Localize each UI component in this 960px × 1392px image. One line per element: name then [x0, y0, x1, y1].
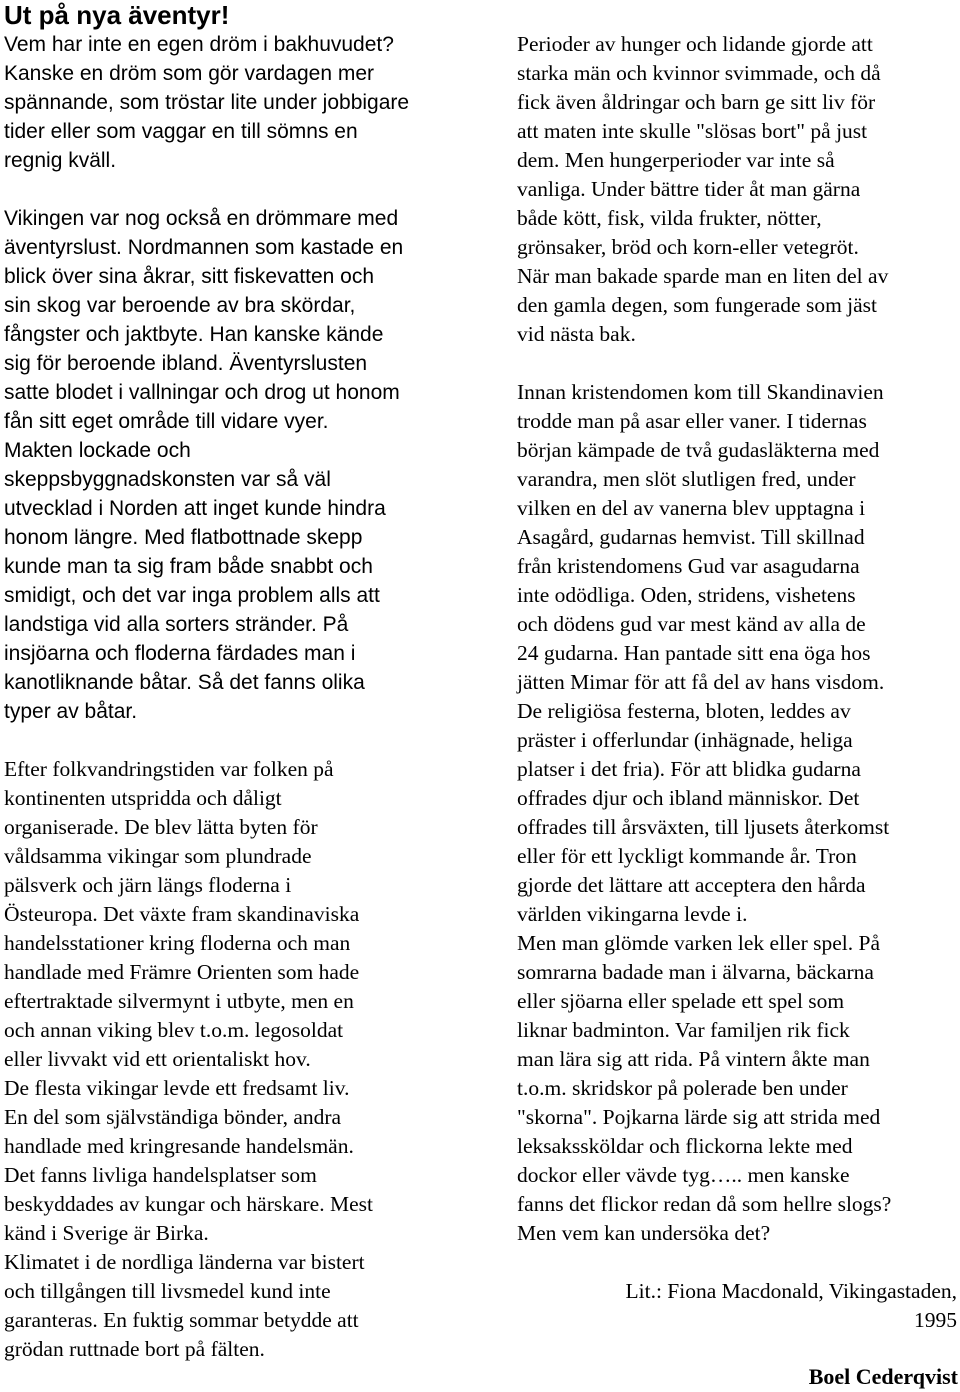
text-line: Det fanns livliga handelsplatser som [4, 1163, 317, 1187]
text-line: skeppsbyggnadskonsten var så väl [4, 468, 331, 491]
author-signature: Boel Cederqvist [808, 1364, 958, 1389]
text-line: satte blodet i vallningar och drog ut honom [4, 381, 400, 404]
paragraph-gap [517, 1248, 957, 1277]
text-line: vanliga. Under bättre tider åt man gärna [517, 177, 861, 201]
text-line: gjorde det lättare att acceptera den hårda [517, 873, 866, 897]
text-line: När man bakade sparde man en liten del av [517, 264, 889, 288]
paragraph-gap [517, 349, 957, 378]
text-line: somrarna badade man i älvarna, bäckarna [517, 960, 874, 984]
text-line: att maten inte skulle "slösas bort" på just [517, 119, 868, 143]
text-line: dem. Men hungerperioder var inte så [517, 148, 835, 172]
text-line: och tillgången till livsmedel kund inte [4, 1279, 331, 1303]
text-line: kunde man ta sig fram både snabbt och [4, 555, 373, 578]
text-line: kontinenten utspridda och dåligt [4, 786, 282, 810]
text-line: präster i offerlundar (inhägnade, heliga [517, 728, 853, 752]
text-line: dockor eller vävde tyg….. men kanske [517, 1163, 850, 1187]
text-line: eftertraktade silvermynt i utbyte, men en [4, 989, 354, 1013]
text-line: leksakssköldar och flickorna lekte med [517, 1134, 853, 1158]
text-line: utvecklad i Norden att inget kunde hindra [4, 497, 386, 520]
text-line: fån sitt eget område till vidare vyer. [4, 410, 329, 433]
text-line: En del som självständiga bönder, andra [4, 1105, 342, 1129]
left-sans-text [4, 30, 474, 726]
text-line: grödan ruttnade bort på fälten. [4, 1337, 265, 1361]
text-line: garanteras. En fuktig sommar betydde att [4, 1308, 359, 1332]
text-line: eller livvakt vid ett orientaliskt hov. [4, 1047, 311, 1071]
right-serif-text [517, 30, 957, 1248]
text-line: blick över sina åkrar, sitt fiskevatten och [4, 265, 374, 288]
source-reference [517, 1277, 957, 1335]
text-line: insjöarna och floderna färdades man i [4, 642, 356, 665]
text-line: Innan kristendomen kom till Skandinavien [517, 380, 884, 404]
text-line: organiserade. De blev lätta byten för [4, 815, 318, 839]
text-line: offrades till årsväxten, till ljusets återkomst [517, 815, 890, 839]
right-column [517, 0, 957, 1335]
text-line: regnig kväll. [4, 149, 117, 172]
text-line: sig för beroende ibland. Äventyrslusten [4, 352, 368, 375]
text-line: handlade med kringresande handelsmän. [4, 1134, 354, 1158]
text-line: handelsstationer kring floderna och man [4, 931, 351, 955]
text-line: känd i Sverige är Birka. [4, 1221, 209, 1245]
left-serif-text [4, 755, 474, 1364]
text-line: starka män och kvinnor svimmade, och då [517, 61, 881, 85]
text-line: Asagård, gudarnas hemvist. Till skillnad [517, 525, 865, 549]
text-line: platser i det fria). För att blidka gudarna [517, 757, 861, 781]
text-line: honom längre. Med flatbottnade skepp [4, 526, 363, 549]
text-line: grönsaker, bröd och korn-eller vetegröt. [517, 235, 859, 259]
text-line: både kött, fisk, vilda frukter, nötter, [517, 206, 822, 230]
text-line: inte odödliga. Oden, stridens, vishetens [517, 583, 856, 607]
text-line: man lära sig att rida. På vintern åkte man [517, 1047, 870, 1071]
text-line: varandra, men slöt slutligen fred, under [517, 467, 856, 491]
text-line: typer av båtar. [4, 700, 138, 723]
text-line: 24 gudarna. Han pantade sitt ena öga hos [517, 641, 871, 665]
text-line: och annan viking blev t.o.m. legosoldat [4, 1018, 344, 1042]
text-line: Kanske en dröm som gör vardagen mer [4, 62, 375, 85]
text-line: beskyddades av kungar och härskare. Mest [4, 1192, 373, 1216]
text-line: från kristendomens Gud var asagudarna [517, 554, 860, 578]
text-line: Vem har inte en egen dröm i bakhuvudet? [4, 33, 394, 56]
text-line: äventyrslust. Nordmannen som kastade en [4, 236, 404, 259]
text-line: Vikingen var nog också en drömmare med [4, 207, 399, 230]
text-line: pälsverk och järn längs floderna i [4, 873, 292, 897]
source-line: 1995 [914, 1308, 957, 1332]
text-line: liknar badminton. Var familjen rik fick [517, 1018, 850, 1042]
text-line: spännande, som tröstar lite under jobbigare [4, 91, 410, 114]
text-line: smidigt, och det var inga problem alls att [4, 584, 380, 607]
text-line: fick även åldringar och barn ge sitt liv för [517, 90, 876, 114]
text-line: eller för ett lyckligt kommande år. Tron [517, 844, 857, 868]
text-line: Men man glömde varken lek eller spel. På [517, 931, 881, 955]
text-line: vid nästa bak. [517, 322, 636, 346]
text-line: Men vem kan undersöka det? [517, 1221, 771, 1245]
left-column [4, 0, 474, 1364]
right-body [517, 0, 957, 1335]
text-line: kanotliknande båtar. Så det fanns olika [4, 671, 365, 694]
text-line: handlade med Främre Orienten som hade [4, 960, 360, 984]
text-line: De flesta vikingar levde ett fredsamt liv. [4, 1076, 350, 1100]
text-line: början kämpade de två gudasläkterna med [517, 438, 880, 462]
text-line: offrades djur och ibland människor. Det [517, 786, 860, 810]
paragraph-gap [4, 726, 474, 755]
text-line: jätten Mimar för att få del av hans visdom. [517, 670, 885, 694]
text-line: "skorna". Pojkarna lärde sig att strida med [517, 1105, 881, 1129]
paragraph-gap [4, 175, 474, 204]
text-line: vilken en del av vanerna blev upptagna i [517, 496, 866, 520]
text-line: fångster och jaktbyte. Han kanske kände [4, 323, 384, 346]
page-title: Ut på nya äventyr! [4, 0, 230, 30]
text-line: trodde man på asar eller vaner. I tidernas [517, 409, 867, 433]
source-line: Lit.: Fiona Macdonald, Vikingastaden, [625, 1279, 957, 1303]
text-line: fanns det flickor redan då som hellre slogs? [517, 1192, 892, 1216]
text-line: t.o.m. skridskor på polerade ben under [517, 1076, 848, 1100]
text-line: den gamla degen, som fungerade som jäst [517, 293, 878, 317]
text-line: eller sjöarna eller spelade ett spel som [517, 989, 845, 1013]
text-line: Efter folkvandringstiden var folken på [4, 757, 334, 781]
text-line: Perioder av hunger och lidande gjorde att [517, 32, 873, 56]
text-line: våldsamma vikingar som plundrade [4, 844, 312, 868]
text-line: landstiga vid alla sorters stränder. På [4, 613, 349, 636]
text-line: De religiösa festerna, bloten, leddes av [517, 699, 851, 723]
text-line: sin skog var beroende av bra skördar, [4, 294, 356, 317]
text-line: Klimatet i de nordliga länderna var bistert [4, 1250, 365, 1274]
text-line: och dödens gud var mest känd av alla de [517, 612, 866, 636]
text-line: Östeuropa. Det växte fram skandinaviska [4, 902, 360, 926]
text-line: Makten lockade och [4, 439, 191, 462]
text-line: världen vikingarna levde i. [517, 902, 748, 926]
text-line: tider eller som vaggar en till sömns en [4, 120, 358, 143]
